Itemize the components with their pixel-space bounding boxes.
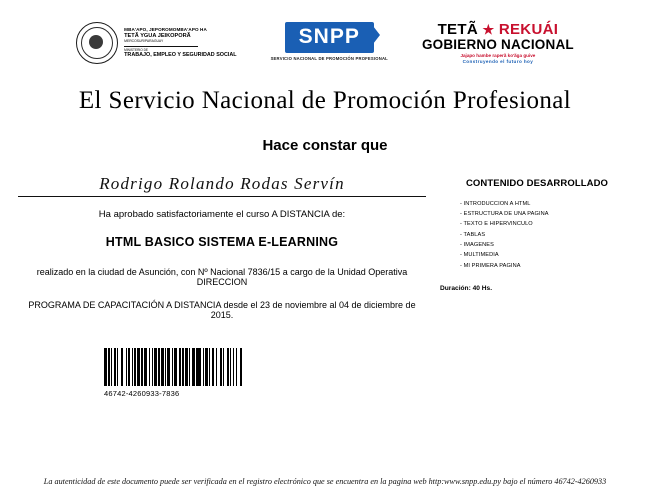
government-line1-a: TETÃ [437,21,478,38]
ministry-line3: MERCOSUR/PARAGUAY [124,38,164,43]
snpp-logo [271,22,388,62]
subtitle: Hace constar que [262,136,388,154]
barcode-image [104,348,314,386]
list-item: - TABLAS [460,231,486,238]
approved-text: Ha aprobado satisfactoriamente el curso A DISTANCIA de: [98,208,346,220]
ministry-line1: MBA'APO, JEPOROMOMBA'APO HA [124,27,207,33]
detail-line-1: realizado en la ciudad de Asunción, con Nº Nacional 7836/15 a cargo de la Unidad Operativa DIRECCION [36,266,408,287]
ministry-seal-icon [76,22,118,64]
list-item: - INTRODUCCION A HTML [460,200,531,207]
list-item: - MI PRIMERA PAGINA [460,262,521,269]
government-logo [422,22,574,65]
list-item: - TEXTO E HIPERVINCULO [460,221,533,228]
certificate-body [0,174,650,320]
barcode-number: 46742-4260933-7836 [104,389,180,398]
ministry-divider [124,46,198,47]
content-heading: CONTENIDO DESARROLLADO [465,177,609,189]
barcode-area [104,348,314,398]
government-line2: GOBIERNO NACIONAL [421,36,574,52]
government-line1-b: REKUÁI [498,21,559,38]
government-line1 [422,22,574,38]
ministry-text [124,27,236,58]
snpp-wordmark: SNPP [285,22,374,53]
list-item: - MULTIMEDIA [460,252,499,259]
student-name: Rodrigo Rolando Rodas Servín [18,174,426,197]
course-duration: Duración: 40 Hs. [440,284,493,292]
list-item: - IMAGENES [460,241,494,248]
ministry-line2: TETÃ YGUA JEIKOPORÃ [124,32,191,39]
certificate-right-column [426,174,634,320]
content-list [460,199,634,271]
snpp-subtitle: SERVICIO NACIONAL DE PROMOCIÓN PROFESIONAL [270,56,388,61]
star-icon: ★ [482,22,495,37]
certificate-left-column [18,174,426,320]
header-logos [0,0,650,65]
page-title: El Servicio Nacional de Promoción Profesional [78,86,572,114]
course-name: HTML BASICO SISTEMA E-LEARNING [105,234,339,249]
detail-line-2: PROGRAMA DE CAPACITACIÓN A DISTANCIA desde el 23 de noviembre al 04 de diciembre de 2015. [28,299,416,320]
ministry-line5: TRABAJO, EMPLEO Y SEGURIDAD SOCIAL [124,52,237,59]
ministry-line4: MINISTERIO DE [124,47,149,52]
list-item: - ESTRUCTURA DE UNA PAGINA [460,210,549,217]
government-line4: Construyendo el futuro hoy [462,58,534,64]
ministry-logo [76,22,236,64]
footer-note: La autenticidad de este documento puede ser verificada en el registro electrónico que se encuentra en la pagina web http:www.snpp.edu.py bajo el número 46742-4260933 [43,477,607,486]
government-line3: Jajapo hambe raperã ko'ãga guive [460,52,536,58]
